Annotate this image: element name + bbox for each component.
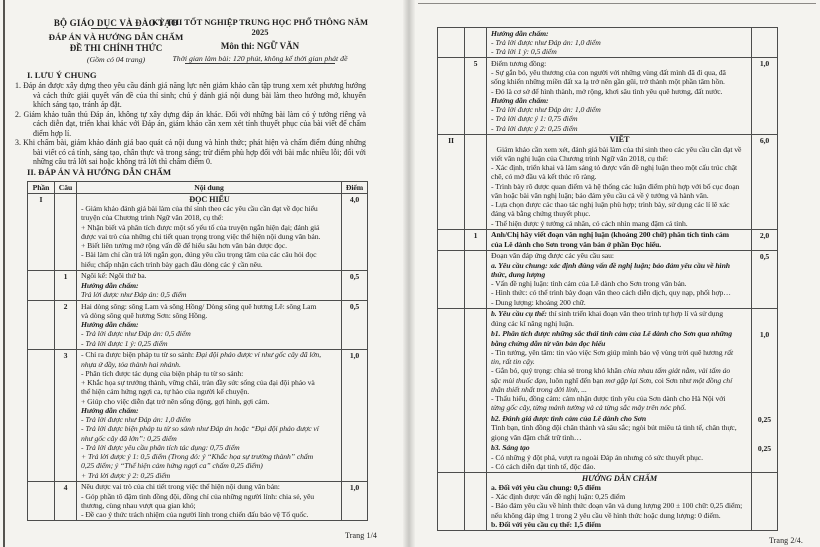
table-row [438, 229, 777, 250]
text-segment: a. Yêu cầu chung: [491, 260, 550, 270]
text-segment: - Trả lời được như Đáp án: 1,0 điểm [491, 105, 601, 114]
text-segment: - Trình bày rõ được quan điểm và hệ thống các luận điểm phù hợp với bố cục đoạn [491, 181, 740, 191]
text-segment: - Hình thức: có thể trình bày đoạn văn theo cách diễn dịch, quy nạp, phối hợp… [491, 288, 731, 298]
content-line [491, 329, 748, 338]
content-line [81, 302, 338, 311]
cell-content [487, 414, 751, 443]
content-line [491, 366, 748, 375]
text-segment: - Gắn bó, quý trọng: chia sẻ trong khó khăn [491, 366, 624, 376]
table-row [438, 472, 777, 530]
page-count-note: (Gồm có 04 trang) [86, 55, 146, 64]
content-line [81, 195, 338, 204]
table-row [28, 481, 367, 521]
text-segment: + Giúp cho việc diễn đạt trở nên sống động, gợi hình, gợi cảm. [81, 396, 270, 406]
content-line [81, 311, 338, 320]
text-segment: b. Yêu cầu cụ thể: [491, 309, 549, 319]
content-line [81, 387, 338, 396]
cell-diem: 1,0 [751, 329, 777, 414]
content-line [491, 298, 748, 307]
text-segment: luôn nghĩ đến bạn [547, 375, 606, 385]
cell-phan [438, 28, 465, 57]
text-segment: sặc mùi thuốc đạn, [491, 375, 548, 385]
cell-diem: 6,0 [751, 135, 777, 229]
content-line [81, 461, 338, 470]
content-line [491, 47, 748, 56]
cell-phan [438, 329, 465, 414]
text-segment: - Thấu hiểu, đồng cảm: cảm nhận được tình yêu của Sơn dành cho Hà Nội với [491, 394, 726, 403]
content-line [491, 261, 748, 270]
cell-content [487, 473, 751, 530]
column-header-noidung: Nội dung [194, 182, 224, 192]
text-segment: b. Đối với yêu cầu cụ thể: 1,5 điểm [491, 519, 601, 529]
cell-cau [465, 329, 487, 414]
content-line [491, 348, 748, 357]
content-line [491, 219, 748, 228]
table-row [28, 270, 367, 300]
text-segment: - Trả lời được ý 2: 0,25 điểm [491, 123, 578, 133]
content-line [491, 124, 748, 133]
cell-content [77, 194, 341, 270]
cell-phan [28, 350, 55, 481]
cell-diem: 1,0 [341, 350, 367, 481]
content-line [81, 501, 338, 510]
cell-content [487, 230, 751, 250]
text-segment: Điểm tương đồng: [491, 58, 547, 68]
text-segment: được vai trò của những chi tiết quan trọng trong việc thể hiện nội dung văn bản. [81, 231, 321, 241]
cell-phan [438, 251, 465, 308]
cell-content [77, 350, 341, 481]
text-segment: từng gốc cây, từng mảnh tường và cả từng sắc mây trên nóc phố. [491, 403, 687, 413]
content-line [491, 414, 748, 423]
page-top-edge [418, 3, 816, 4]
content-line [491, 38, 748, 47]
text-segment: một đồng chí [692, 375, 733, 385]
text-segment: chia nhau tấm giát nằm, vài tấm áo [623, 366, 731, 376]
text-segment: Nêu được vai trò của chi tiết trong việc thể hiện nội dung văn bản: [81, 482, 280, 492]
page-number-1: Trang 1/4 [345, 531, 377, 540]
ministry-name: BỘ GIÁO DỤC VÀ ĐÀO TẠO [28, 18, 204, 29]
cell-phan [438, 414, 465, 443]
text-segment: chẽ, có mở đầu và kết thúc rõ ràng. [491, 172, 597, 182]
table-row [438, 414, 777, 443]
cell-cau: 3 [55, 350, 77, 481]
page-2 [410, 0, 820, 547]
text-segment: - Trả lời được như Đáp án: 1,0 điểm [81, 415, 191, 424]
content-line [81, 241, 338, 250]
cell-phan: II [438, 135, 465, 229]
content-line [491, 279, 748, 288]
content-line [491, 145, 748, 154]
text-segment: - Trả lời được biện pháp tu từ so sánh như Đáp án hoặc “Đại đội pháo được ví [81, 424, 319, 434]
content-line [81, 320, 338, 329]
text-segment: - Vấn đề nghị luận: tình cảm của Lê dành cho Sơn trong văn bản. [491, 279, 687, 288]
cell-phan [438, 473, 465, 530]
text-segment: Giám khảo cần xem xét, đánh giá bài làm của thí sinh theo các yêu cầu cần đạt về [491, 144, 742, 154]
general-note-2: 2. Giám khảo tuân thủ Đáp án, không tự xây dựng đáp án khác. Đối với những bài làm có ý tưởng riêng và cách diễn đạt, triển khai khác với Đáp án, giám khảo cần xem xét tính thuyết phục của bài viết để chấm điểm hợp lí. [15, 109, 366, 138]
table-row [28, 193, 367, 270]
cell-content [487, 58, 751, 134]
content-line [491, 403, 748, 412]
text-segment: thương, cùng nhau vượt qua gian khó; [81, 500, 196, 510]
content-line [81, 482, 338, 491]
content-line [81, 443, 338, 452]
text-segment: Hướng dẫn chấm: [491, 95, 549, 105]
table-row [28, 300, 367, 349]
content-line [491, 105, 748, 114]
text-segment: của Lê dành cho Sơn trong văn bản ở phần Đọc hiểu. [491, 239, 662, 249]
content-line [81, 329, 338, 338]
text-segment: b2. Đánh giá được tình cảm của Lê dành cho Sơn [491, 414, 647, 423]
exam-duration: Thời gian làm bài: 120 phút, không kể thời gian phát đề [150, 54, 370, 64]
content-line [491, 68, 748, 77]
content-line [81, 350, 338, 359]
text-segment: Đoạn văn đáp ứng được các yêu cầu sau: [491, 251, 614, 261]
content-line [491, 357, 748, 366]
content-line [81, 339, 338, 348]
content-line [491, 87, 748, 96]
page-left-edge [3, 0, 5, 547]
column-header-diem: Điểm [341, 182, 367, 193]
cell-phan [438, 58, 465, 134]
table-row [438, 134, 777, 229]
text-segment: Hai dòng sông: sông Lam và sông Hồng/ Dòng sông quê hương Lê: sông Lam [81, 301, 317, 311]
table-row [28, 349, 367, 481]
general-notes [15, 81, 366, 167]
general-note-3: 3. Khi chấm bài, giám khảo đánh giá bao quát cả nội dung và hình thức; phát hiện và chấm điểm đúng những bài viết có cá tính, sáng tạo, chân thực và trong sáng; trừ điểm phù hợp đối với bài mắc nhiều lỗi; đối với những câu trả lời sai hoặc không trả lời thì chấm điểm 0. [15, 138, 366, 167]
cell-cau [465, 414, 487, 443]
text-segment: - Trả lời được ý 1: 0,75 điểm [491, 114, 578, 124]
text-segment: + Trả lời được ý 1: 0,5 điểm (Trong đó: ý “Khắc họa sự trưởng thành” chấm [81, 452, 314, 461]
text-segment: - Bảo đảm yêu cầu về hình thức đoạn văn và dung lượng 200 ± 100 chữ: 0,25 điểm; [491, 501, 743, 511]
text-segment: như gốc cây đã lớn”: 0,25 điểm [81, 433, 177, 443]
cell-cau [465, 251, 487, 308]
cell-diem: 0,25 [751, 443, 777, 472]
content-line [491, 288, 748, 297]
text-segment: Ngôi kể: Ngôi thứ ba. [81, 271, 147, 281]
cell-phan [28, 301, 55, 349]
text-segment: - Sự gắn bó, yêu thương của con người với những vùng đất mình đã đi qua, đã [491, 68, 726, 77]
content-line [491, 394, 748, 403]
content-line [491, 501, 748, 510]
text-segment: VIẾT [609, 135, 630, 145]
text-segment: + Biết liên tưởng mở rộng vấn đề để hiểu sâu hơn văn bản được đọc. [81, 241, 287, 250]
text-segment: + Nhận biết và phân tích được một số yếu tố của truyện ngắn hiện đại; đánh giá [81, 222, 320, 232]
text-segment: - Góp phần tô đậm tình đồng đội, đồng chí của những người lính: chia sẻ, yêu [81, 491, 315, 501]
answer-section-title: II. ĐÁP ÁN VÀ HƯỚNG DẪN CHẤM [27, 167, 172, 177]
text-segment: - Trả lời 1 ý: 0,5 điểm [491, 47, 557, 56]
text-segment: tin, rất tin cậy. [491, 357, 535, 366]
cell-cau [465, 309, 487, 329]
content-line [491, 309, 748, 318]
cell-diem: 2,0 [751, 230, 777, 250]
text-segment: - Giám khảo đánh giá bài làm của thí sinh theo các yêu cầu cần đạt về đọc hiểu [81, 204, 318, 213]
cell-cau [465, 28, 487, 57]
text-segment: a. Đối với yêu cầu chung: 0,5 điểm [491, 482, 601, 492]
cell-content [487, 135, 751, 229]
text-segment: - Xác định được vấn đề nghị luận: 0,25 điểm [491, 492, 626, 501]
content-line [491, 520, 748, 529]
text-segment: - Dung lượng: khoảng 200 chữ. [491, 297, 586, 307]
content-line [491, 474, 748, 483]
text-segment: - Chỉ ra được biện pháp tu từ so sánh: [81, 350, 196, 360]
content-line [491, 511, 748, 520]
text-segment: rất [724, 347, 734, 357]
text-segment: Hướng dẫn chấm: [81, 320, 139, 329]
text-segment: Trả lời được như Đáp án: 0,5 điểm [81, 289, 187, 299]
content-line [491, 154, 748, 163]
text-segment: viết văn nghị luận của Chương trình Ngữ văn 2018, cụ thể: [491, 153, 668, 163]
column-header-cau: Câu [55, 182, 77, 193]
cell-cau: 2 [55, 301, 77, 349]
cell-phan: I [28, 194, 55, 270]
content-line [491, 453, 748, 462]
text-segment: HƯỚNG DẪN CHẤM [581, 473, 658, 483]
cell-diem [751, 28, 777, 57]
text-segment: + Trả lời được ý 2: 0,25 điểm [81, 470, 171, 480]
text-segment: - Có những ý đột phá, vượt ra ngoài Đáp án nhưng có sức thuyết phục. [491, 452, 703, 462]
content-line [491, 114, 748, 123]
content-line [81, 360, 338, 369]
cell-diem: 0,5 [341, 271, 367, 300]
cell-diem: 0,25 [751, 414, 777, 443]
text-segment: Đại đội pháo được ví như gốc cây đã lớn, [195, 350, 322, 360]
text-segment: b1. Phân tích được những sắc thái tình cảm của Lê dành cho Sơn qua những [491, 329, 733, 339]
content-line [81, 406, 338, 415]
text-segment: 0,25 điểm; ý “Thể hiện cảm hứng ngợi ca” chấm 0,25 điểm) [81, 461, 263, 471]
table-row [438, 28, 777, 57]
text-segment: - Có cách diễn đạt tinh tế, độc đáo. [491, 461, 596, 471]
content-line [81, 271, 338, 280]
content-line [491, 77, 748, 86]
text-segment: Hướng dẫn chấm: [491, 28, 549, 38]
cell-content [77, 482, 341, 521]
content-line [491, 423, 748, 432]
cell-cau: 4 [55, 482, 77, 521]
text-segment: bằng chứng dẫn từ văn bản đọc hiểu [491, 338, 606, 348]
subject-name: Môn thi: NGỮ VĂN [220, 41, 300, 51]
table-row [438, 308, 777, 329]
text-segment: mơ gặp lại Sơn, [605, 375, 653, 385]
answer-doc-title: ĐÁP ÁN VÀ HƯỚNG DẪN CHẤM [48, 32, 184, 42]
content-line [81, 260, 338, 269]
content-line [491, 135, 748, 144]
content-line [491, 443, 748, 452]
content-line [491, 182, 748, 191]
content-line [491, 462, 748, 471]
content-line [81, 397, 338, 406]
cell-content [77, 301, 341, 349]
cell-content [77, 271, 341, 300]
table-row [438, 250, 777, 308]
cell-content [487, 443, 751, 472]
cell-content [487, 309, 751, 329]
content-line [491, 492, 748, 501]
content-line [491, 240, 748, 249]
table-row [438, 329, 777, 414]
table-row [438, 57, 777, 134]
content-line [81, 471, 338, 480]
cell-content [487, 329, 751, 414]
cell-cau [465, 135, 487, 229]
table-header-row [28, 182, 367, 193]
page-number-2: Trang 2/4. [768, 536, 803, 545]
text-segment: văn hoặc bài văn nghị luận; bảo đảm yêu cầu cả về ý tưởng và hành văn. [491, 190, 709, 200]
content-line [491, 319, 748, 328]
cell-cau [465, 443, 487, 472]
cell-phan [28, 482, 55, 521]
text-segment: b3. Sáng tạo [491, 443, 530, 453]
cell-content [487, 28, 751, 57]
content-line [491, 209, 748, 218]
cell-phan [28, 271, 55, 300]
text-segment: đáng và bằng chứng thuyết phục. [491, 209, 591, 219]
content-line [491, 59, 748, 68]
text-segment: - Bài làm chỉ cần trả lời ngắn gọn, đúng yêu cầu trọng tâm của các câu hỏi đọc [81, 250, 317, 260]
text-segment: - Xác định, triển khai và làm sáng tỏ được vấn đề nghị luận theo một cấu trúc chặt [491, 163, 738, 172]
text-segment: - Trả lời được như Đáp án: 1,0 điểm [491, 37, 601, 47]
content-line [81, 434, 338, 443]
content-line [491, 483, 748, 492]
text-segment: sống khiến những miền đất xa lạ trở nên gần gũi, trở thành một phần tâm hồn. [491, 77, 725, 87]
content-line [491, 172, 748, 181]
text-segment: - Đề cao ý thức trách nhiệm của người lính trong chiến đấu bảo vệ Tổ quốc. [81, 510, 309, 519]
page-gap-shadow [403, 0, 415, 547]
text-segment: thí sinh triển khai đoạn văn theo trình tự hợp lí và sử dụng [548, 309, 724, 319]
text-segment: thức, dung lượng [491, 269, 546, 279]
content-line [491, 230, 748, 239]
text-segment: Hướng dẫn chấm: [81, 405, 139, 415]
text-segment: - Đó là cơ sở để hình thành, mở rộng, khơi sâu tình yêu quê hương, đất nước. [491, 86, 723, 96]
content-line [81, 204, 338, 213]
content-line [81, 281, 338, 290]
text-segment: thể hiện cảm hứng ngợi ca, tự hào của người kể chuyện. [81, 387, 250, 397]
content-line [491, 385, 748, 394]
cell-cau: 1 [465, 230, 487, 250]
text-segment: - Trả lời được yêu cầu phân tích tác dụng: 0,75 điểm [81, 442, 240, 452]
text-segment: - Trả lời được 1 ý: 0,25 điểm [81, 338, 168, 348]
text-segment: hiểu; chấp nhận cách trình bày gạch đầu dòng các ý cần nêu. [81, 259, 263, 269]
text-segment: nếu không đáp ứng 1 trong 2 yêu cầu về hình thức hoặc dung lượng: 0 điểm. [491, 510, 721, 520]
column-header-phan: Phần [28, 182, 55, 193]
content-line [81, 415, 338, 424]
text-segment: thân thiết nhất trong đời lính, ... [491, 384, 587, 394]
content-line [81, 510, 338, 519]
header-right-block [150, 17, 370, 64]
answer-table-1 [27, 181, 368, 521]
text-segment: truyện của Chương trình Ngữ văn 2018, cụ thể: [81, 213, 224, 223]
cell-content [487, 251, 751, 308]
text-segment: - Trả lời được như Đáp án: 0,5 điểm [81, 329, 191, 339]
content-line [81, 369, 338, 378]
text-segment: xác định đúng vấn đề nghị luận; bảo đảm yêu cầu về hình [549, 260, 730, 270]
cell-diem [751, 309, 777, 329]
cell-cau: 1 [55, 271, 77, 300]
content-line [491, 163, 748, 172]
content-line [491, 200, 748, 209]
cell-diem: 0,5 [751, 251, 777, 308]
content-line [491, 96, 748, 105]
content-line [491, 251, 748, 260]
cell-phan [438, 443, 465, 472]
cell-cau [465, 473, 487, 530]
text-segment: Tình bạn, tình đồng đội chân thành và sâu sắc; ngòi bút miêu tả tinh tế, chân thực, [491, 423, 737, 433]
exam-name: KỲ THI TỐT NGHIỆP TRUNG HỌC PHỔ THÔNG NĂM 2025 [152, 17, 368, 37]
text-segment: giọng văn đậm chất trữ tình… [491, 432, 582, 442]
cell-cau [55, 194, 77, 270]
exam-type: ĐỀ THI CHÍNH THỨC [69, 43, 163, 53]
content-line [491, 270, 748, 279]
content-line [81, 424, 338, 433]
content-line [491, 29, 748, 38]
cell-cau: 5 [465, 58, 487, 134]
cell-phan [438, 230, 465, 250]
content-line [491, 339, 748, 348]
general-note-1: 1. Đáp án được xây dựng theo yêu cầu đánh giá năng lực nên giám khảo cần tập trung xem xét phương hướng và cách thức giải quyết vấn đề của thí sinh; chú ý đánh giá nội dung bài làm theo hướng mở, khuyến khích sáng tạo, tránh áp đặt. [15, 81, 366, 110]
general-notes-title: I. LƯU Ý CHUNG [27, 70, 97, 80]
text-segment: nhựa ứ đầy, tỏa thành hai nhánh. [81, 359, 181, 369]
content-line [81, 492, 338, 501]
cell-diem: 0,5 [341, 301, 367, 349]
text-segment: - Lựa chọn được các thao tác nghị luận phù hợp; trình bày, sử dụng các lí lẽ xác [491, 200, 730, 209]
text-segment: và dòng sông quê hương Sơn: sông Hồng. [81, 310, 208, 320]
text-segment: - Phân tích được tác dụng của biện pháp tu từ so sánh: [81, 368, 244, 378]
text-segment: Anh/Chị hãy viết đoạn văn nghị luận (khoảng 200 chữ) phân tích tình cảm [491, 230, 729, 240]
content-line [81, 223, 338, 232]
text-segment: đúng các kĩ năng nghị luận. [491, 318, 574, 328]
content-line [81, 378, 338, 387]
content-line [81, 250, 338, 259]
text-segment: ĐỌC HIỂU [189, 194, 230, 204]
content-line [81, 213, 338, 222]
content-line [491, 376, 748, 385]
text-segment: coi Sơn như [652, 375, 693, 385]
cell-diem [751, 473, 777, 530]
table-row [438, 443, 777, 472]
text-segment: Hướng dẫn chấm: [81, 280, 139, 290]
text-segment: + Khắc họa sự trưởng thành, vững chãi, tràn đầy sức sống của đại đội pháo và [81, 378, 315, 387]
cell-diem: 1,0 [751, 58, 777, 134]
answer-table-2 [437, 27, 778, 531]
cell-diem: 1,0 [341, 482, 367, 521]
content-line [491, 191, 748, 200]
cell-phan [438, 309, 465, 329]
content-line [491, 433, 748, 442]
cell-diem: 4,0 [341, 194, 367, 270]
content-line [81, 452, 338, 461]
text-segment: - Tin tưởng, yên tâm: tin vào việc Sơn giúp mình bảo vệ vùng trời quê hương [491, 347, 725, 357]
content-line [81, 290, 338, 299]
content-line [81, 232, 338, 241]
text-segment: - Thể hiện được ý tưởng cá nhân, có cách nhìn mang đậm cá tính. [491, 218, 688, 228]
